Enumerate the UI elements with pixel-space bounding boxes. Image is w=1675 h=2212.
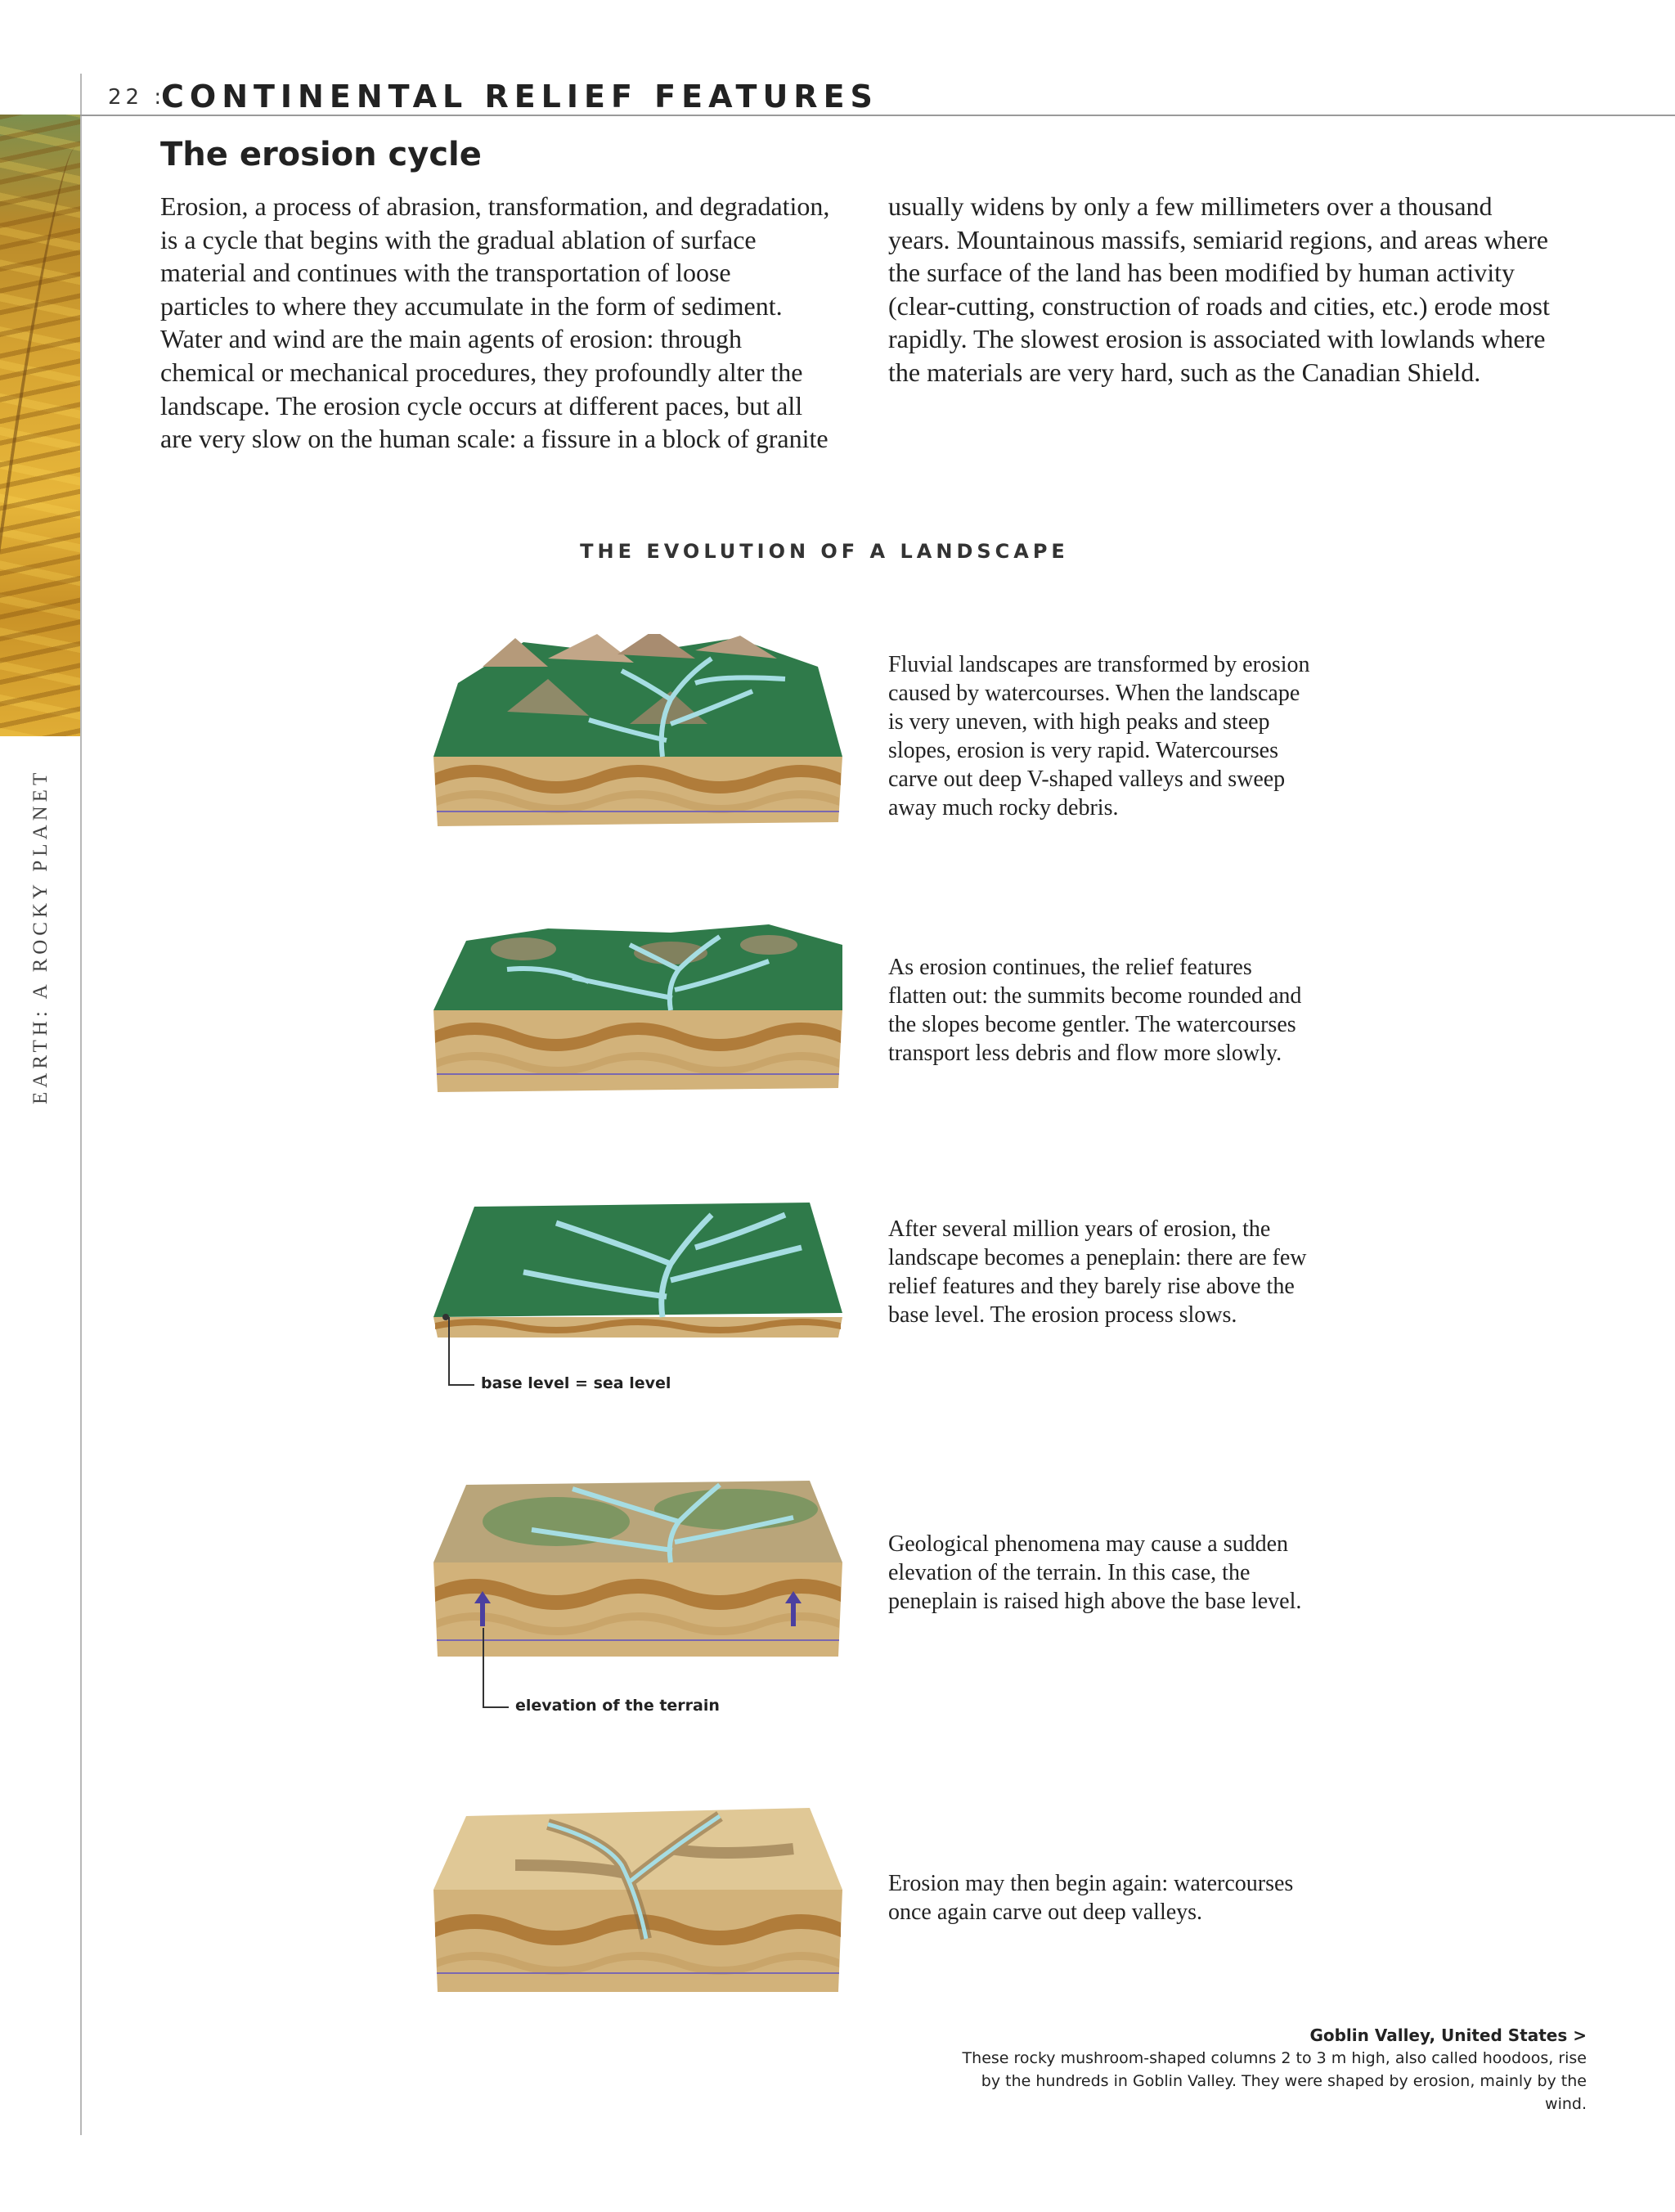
stage-5-description: Erosion may then begin again: watercourses once again carve out deep valleys. bbox=[888, 1871, 1294, 1925]
photo-caption bbox=[941, 2024, 1587, 2115]
landscape-block-mountains bbox=[425, 634, 851, 830]
body-text-right: usually widens by only a few millimeters over a thousand years. Mountainous massifs, semiarid regions, and areas where the surface of the land has been modified by human activity (clear-cutting, construction of roads and cities, etc.) erode most rapidly. The slowest erosion is associated with lowlands where the materials are very hard, such as the Canadian Shield. bbox=[888, 191, 1550, 387]
landscape-block-peneplain bbox=[425, 1198, 851, 1346]
margin-rule bbox=[80, 74, 82, 2135]
stage-3-description: After several million years of erosion, the landscape becomes a peneplain: there are few relief features and they barely rise above the base level. The erosion process slows. bbox=[888, 1216, 1307, 1328]
figure-title: THE EVOLUTION OF A LANDSCAPE bbox=[580, 540, 1069, 563]
landscape-photo-strip bbox=[0, 115, 82, 736]
side-label-container bbox=[29, 768, 62, 1137]
page-number: 22 : bbox=[108, 85, 166, 110]
landscape-block-rounded bbox=[425, 920, 851, 1100]
article-heading: The erosion cycle bbox=[160, 136, 482, 173]
header-rule bbox=[80, 115, 1675, 116]
body-text-left: Erosion, a process of abrasion, transformation, and degradation, is a cycle that begins with the gradual ablation of surface material and continues with the transportation of loose particles to where they accumulate in the form of sediment. Water and wind are the main agents of erosion: through chemical or mechanical procedures, they profoundly alter the landscape. The erosion cycle occurs at different paces, but all are very slow on the human scale: a fissure in a block of granite bbox=[160, 191, 830, 454]
elevation-label: elevation of the terrain bbox=[515, 1697, 720, 1715]
section-title: CONTINENTAL RELIEF FEATURES bbox=[161, 79, 878, 115]
landscape-block-renewed-erosion bbox=[425, 1800, 851, 1996]
stage-1-description: Fluvial landscapes are transformed by erosion caused by watercourses. When the landscape is very uneven, with high peaks and steep slopes, erosion is very rapid. Watercourses carve out deep V-shaped valleys and sweep away much rocky debris. bbox=[888, 652, 1310, 821]
elevation-callout-line bbox=[483, 1628, 509, 1708]
caption-title: Goblin Valley, United States > bbox=[1309, 2025, 1587, 2045]
base-level-label: base level = sea level bbox=[481, 1374, 671, 1392]
caption-text: These rocky mushroom-shaped columns 2 to 3 m high, also called hoodoos, rise by the hundreds in Goblin Valley. They were shaped by erosion, mainly by the wind. bbox=[962, 2049, 1587, 2113]
base-level-callout-line bbox=[448, 1317, 474, 1386]
side-label: EARTH: A ROCKY PLANET bbox=[29, 768, 52, 1104]
stage-2-description: As erosion continues, the relief features flatten out: the summits become rounded and the slopes become gentler. The watercourses transport less debris and flow more slowly. bbox=[888, 955, 1302, 1066]
stage-4-description: Geological phenomena may cause a sudden elevation of the terrain. In this case, the peneplain is raised high above the base level. bbox=[888, 1531, 1302, 1614]
